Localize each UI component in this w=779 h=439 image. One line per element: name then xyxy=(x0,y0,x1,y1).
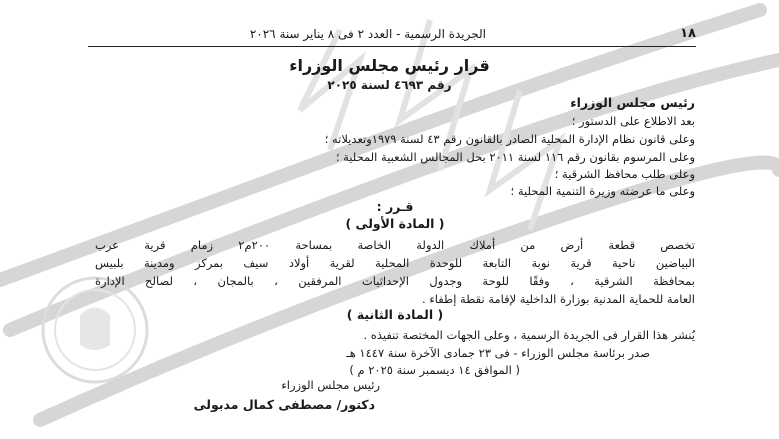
decree-number: رقم ٤٦٩٣ لسنة ٢٠٢٥ xyxy=(327,78,452,92)
article-one-line: بمحافظة الشرقية ، وفقًا للوحة وجدول الإحداثيات المرفقين ، بالمجان ، لصالح الإدارة xyxy=(95,274,695,288)
decree-title: قرار رئيس مجلس الوزراء xyxy=(289,56,490,75)
decided-heading: قـرر : xyxy=(376,199,414,214)
preamble-line: وعلى طلب محافظ الشرقية ؛ xyxy=(554,167,695,181)
page-number: ١٨ xyxy=(680,26,696,41)
gazette-issue-line: الجريدة الرسمية - العدد ٢ فى ٨ يناير سنة ٢٠٢٦ xyxy=(249,27,486,41)
issuer-heading: رئيس مجلس الوزراء xyxy=(570,95,695,110)
preamble-line: بعد الاطلاع على الدستور ؛ xyxy=(571,114,695,128)
signature-name: دكتور/ مصطفى كمال مدبولى xyxy=(193,397,375,412)
article-one-line: البياضين ناحية قرية نوبة التابعة للوحدة المحلية لقرية أولاد سيف بمركز ومدينة بلبيس xyxy=(95,256,695,270)
signature-title: رئيس مجلس الوزراء xyxy=(281,378,380,392)
corresponding-date: ( الموافق ١٤ ديسمبر سنة ٢٠٢٥ م ) xyxy=(349,363,520,377)
article-one-line: تخصص قطعة أرض من أملاك الدولة الخاصة بمساحة ٢٠٠م٢ زمام قرية عرب xyxy=(95,238,695,252)
article-one-line: العامة للحماية المدنية بوزارة الداخلية لإقامة نقطة إطفاء . xyxy=(422,292,695,306)
article-two-line: يُنشر هذا القرار فى الجريدة الرسمية ، وعلى الجهات المختصة تنفيذه . xyxy=(363,328,695,342)
preamble-line: وعلى المرسوم بقانون رقم ١١٦ لسنة ٢٠١١ بحل المجالس الشعبية المحلية ؛ xyxy=(335,150,695,164)
preamble-line: وعلى ما عرضته وزيرة التنمية المحلية ؛ xyxy=(510,184,695,198)
issued-line: صدر برئاسة مجلس الوزراء - فى ٢٣ جمادى الآخرة سنة ١٤٤٧ هـ xyxy=(346,346,650,360)
article-one-heading: ( المادة الأولى ) xyxy=(345,216,445,231)
article-two-heading: ( المادة الثانية ) xyxy=(346,307,444,322)
page-header xyxy=(88,24,696,47)
preamble-line: وعلى قانون نظام الإدارة المحلية الصادر بالقانون رقم ٤٣ لسنة ١٩٧٩وتعديلاته ؛ xyxy=(324,132,695,146)
